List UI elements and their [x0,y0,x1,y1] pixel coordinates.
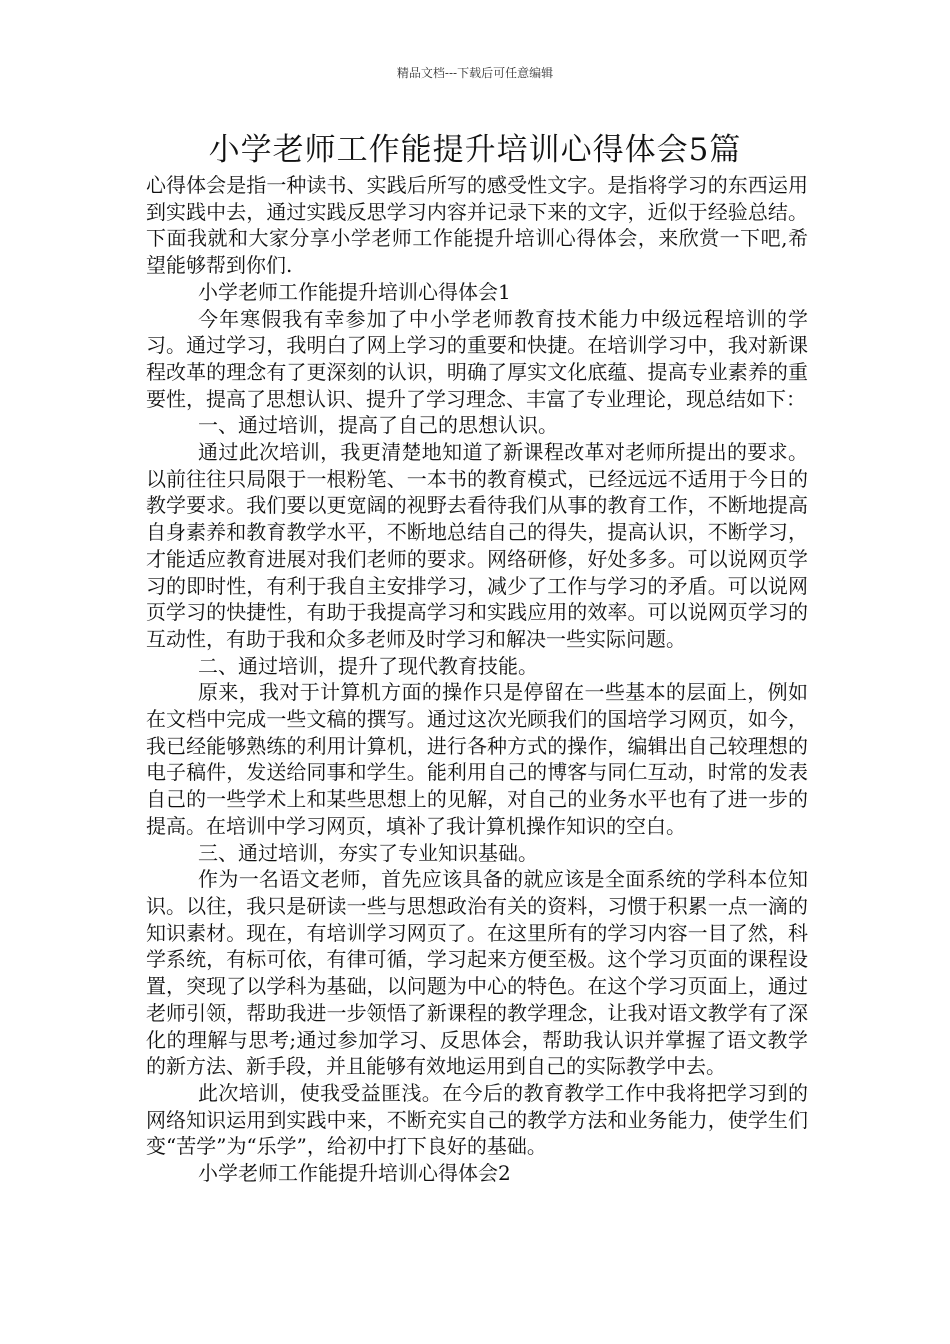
document-body [146,172,808,1187]
body-paragraph: 通过此次培训，我更清楚地知道了新课程改革对老师所提出的要求。以前往往只局限于一根粉笔、一本书的教育模式，已经远远不适用于今日的教学要求。我们要以更宽阔的视野去看待我们从事的教育工作，不断地提高自身素养和教育教学水平，不断地总结自己的得失，提高认识，不断学习，才能适应教育进展对我们老师的要求。网络研修，好处多多。可以说网页学习的即时性，有利于我自主安排学习，减少了工作与学习的矛盾。可以说网页学习的快捷性，有助于我提高学习和实践应用的效率。可以说网页学习的互动性，有助于我和众多老师及时学习和解决一些实际问题。 [146,440,808,651]
subheading-3: 三、通过培训，夯实了专业知识基础。 [198,840,538,865]
document-title: 小学老师工作能提升培训心得体会5篇 [208,132,742,168]
body-paragraph: 今年寒假我有幸参加了中小学老师教育技术能力中级远程培训的学习。通过学习，我明白了网上学习的重要和快捷。在培训学习中，我对新课程改革的理念有了更深刻的认识，明确了厚实文化底蕴、提高专业素养的重要性，提高了思想认识、提升了学习理念、丰富了专业理论，现总结如下： [146,306,808,411]
subheading-1: 一、通过培训，提高了自己的思想认识。 [198,413,558,438]
section-heading-2: 小学老师工作能提升培训心得体会2 [198,1161,511,1186]
subheading-2: 二、通过培训，提升了现代教育技能。 [198,653,538,678]
body-paragraph: 作为一名语文老师，首先应该具备的就应该是全面系统的学科本位知识。以往，我只是研读一些与思想政治有关的资料，习惯于积累一点一滴的知识素材。现在，有培训学习网页了。在这里所有的学习内容一目了然，科学系统，有标可依，有律可循，学习起来方便至极。这个学习页面的课程设置，突现了以学科为基础，以问题为中心的特色。在这个学习页面上，通过老师引领，帮助我进一步领悟了新课程的教学理念，让我对语文教学有了深化的理解与思考;通过参加学习、反思体会，帮助我认识并掌握了语文教学的新方法、新手段，并且能够有效地运用到自己的实际教学中去。 [146,867,808,1079]
header-note: 精品文档---下载后可任意编辑 [396,66,554,80]
body-paragraph: 原来，我对于计算机方面的操作只是停留在一些基本的层面上，例如在文档中完成一些文稿的撰写。通过这次光顾我们的国培学习网页，如今，我已经能够熟练的利用计算机，进行各种方式的操作，编辑出自己较理想的电子稿件，发送给同事和学生。能利用自己的博客与同仁互动，时常的发表自己的一些学术上和某些思想上的见解，对自己的业务水平也有了进一步的提高。在培训中学习网页，填补了我计算机操作知识的空白。 [146,680,808,838]
body-paragraph: 此次培训，使我受益匪浅。在今后的教育教学工作中我将把学习到的网络知识运用到实践中来，不断充实自己的教学方法和业务能力，使学生们变“苦学”为“乐学”，给初中打下良好的基础。 [146,1080,808,1159]
intro-paragraph: 心得体会是指一种读书、实践后所写的感受性文字。是指将学习的东西运用到实践中去，通过实践反思学习内容并记录下来的文字，近似于经验总结。下面我就和大家分享小学老师工作能提升培训心得体会，来欣赏一下吧,希望能够帮到你们. [146,173,808,278]
section-heading-1: 小学老师工作能提升培训心得体会1 [198,279,511,304]
